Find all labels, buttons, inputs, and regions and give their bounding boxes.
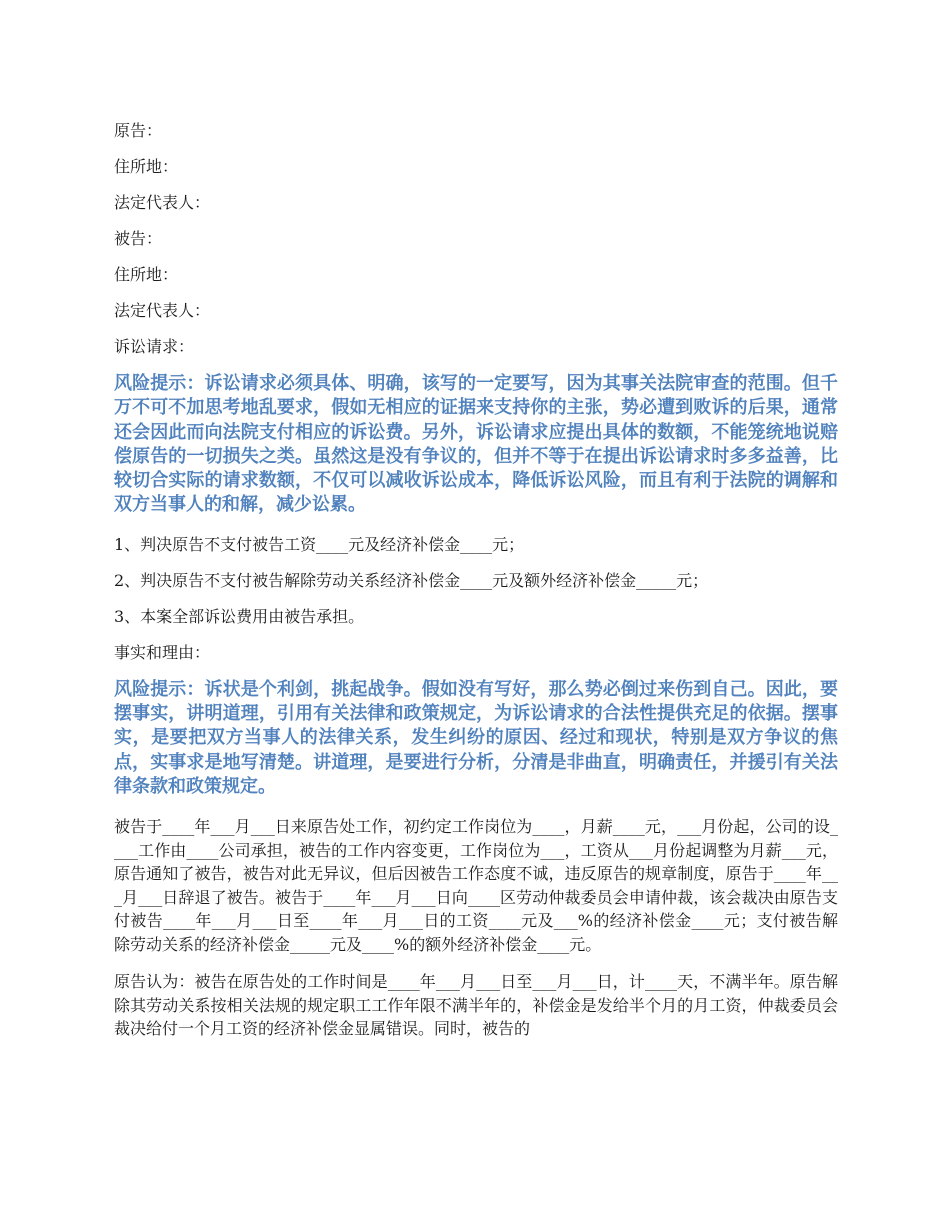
risk-note-facts: 风险提示：诉状是个利剑，挑起战争。假如没有写好，那么势必倒过来伤到自己。因此，要摆事实，讲明道理，引用有关法律和政策规定，为诉讼请求的合法性提供充足的依据。摆事实，是要把双方当事人的法律关系，发生纠纷的原因、经过和现状，特别是双方争议的焦点，实事求是地写清楚。讲道理，是要进行分析，分清是非曲直，明确责任，并援引有关法律条款和政策规定。 <box>114 678 838 797</box>
plaintiff-address-label: 住所地： <box>114 157 179 176</box>
defendant-address-label: 住所地： <box>114 265 179 284</box>
plaintiff-legal-rep-label: 法定代表人： <box>114 193 211 212</box>
risk-note-claims: 风险提示：诉讼请求必须具体、明确，该写的一定要写，因为其事关法院审查的范围。但千万不可不加思考地乱要求，假如无相应的证据来支持你的主张，势必遭到败诉的后果，通常还会因此而向法院支付相应的诉讼费。另外，诉讼请求应提出具体的数额，不能笼统地说赔偿原告的一切损失之类。虽然这是没有争议的，但并不等于在提出诉讼请求时多多益善，比较切合实际的请求数额，不仅可以减收诉讼成本，降低诉讼风险，而且有利于法院的调解和双方当事人的和解，减少讼累。 <box>114 373 838 516</box>
claim-item-3: 3、本案全部诉讼费用由被告承担。 <box>114 606 365 626</box>
plaintiff-label: 原告： <box>114 121 163 140</box>
complaint-document <box>114 120 838 1055</box>
facts-paragraph-1: 被告于____年___月___日来原告处工作，初约定工作岗位为____，月薪____元，___月份起，公司的设____工作由____公司承担，被告的工作内容变更，工作岗位为___，工资从___月份起调整为月薪___元，原告通知了被告，被告对此无异议，但后因被告工作态度不诚，违反原告的规章制度，原告于____年___月___日辞退了被告。被告于____年___月___日向____区劳动仲裁委员会申请仲裁，该会裁决由原告支付被告____年___月___日至____年___月___日的工资____元及___%的经济补偿金____元；支付被告解除劳动关系的经济补偿金_____元及____%的额外经济补偿金____元。 <box>114 817 838 954</box>
claim-item-2: 2、判决原告不支付被告解除劳动关系经济补偿金____元及额外经济补偿金_____元； <box>114 570 709 590</box>
claims-heading: 诉讼请求： <box>114 337 195 356</box>
defendant-label: 被告： <box>114 229 163 248</box>
facts-paragraph-2: 原告认为：被告在原告处的工作时间是____年___月___日至___月___日，计____天，不满半年。原告解除其劳动关系按相关法规的规定职工工作年限不满半年的，补偿金是发给半个月的月工资，仲裁委员会裁决给付一个月工资的经济补偿金显属错误。同时，被告的 <box>114 972 838 1039</box>
facts-heading: 事实和理由： <box>114 642 211 662</box>
claim-item-1: 1、判决原告不支付被告工资____元及经济补偿金____元； <box>114 534 525 554</box>
defendant-legal-rep-label: 法定代表人： <box>114 301 211 320</box>
